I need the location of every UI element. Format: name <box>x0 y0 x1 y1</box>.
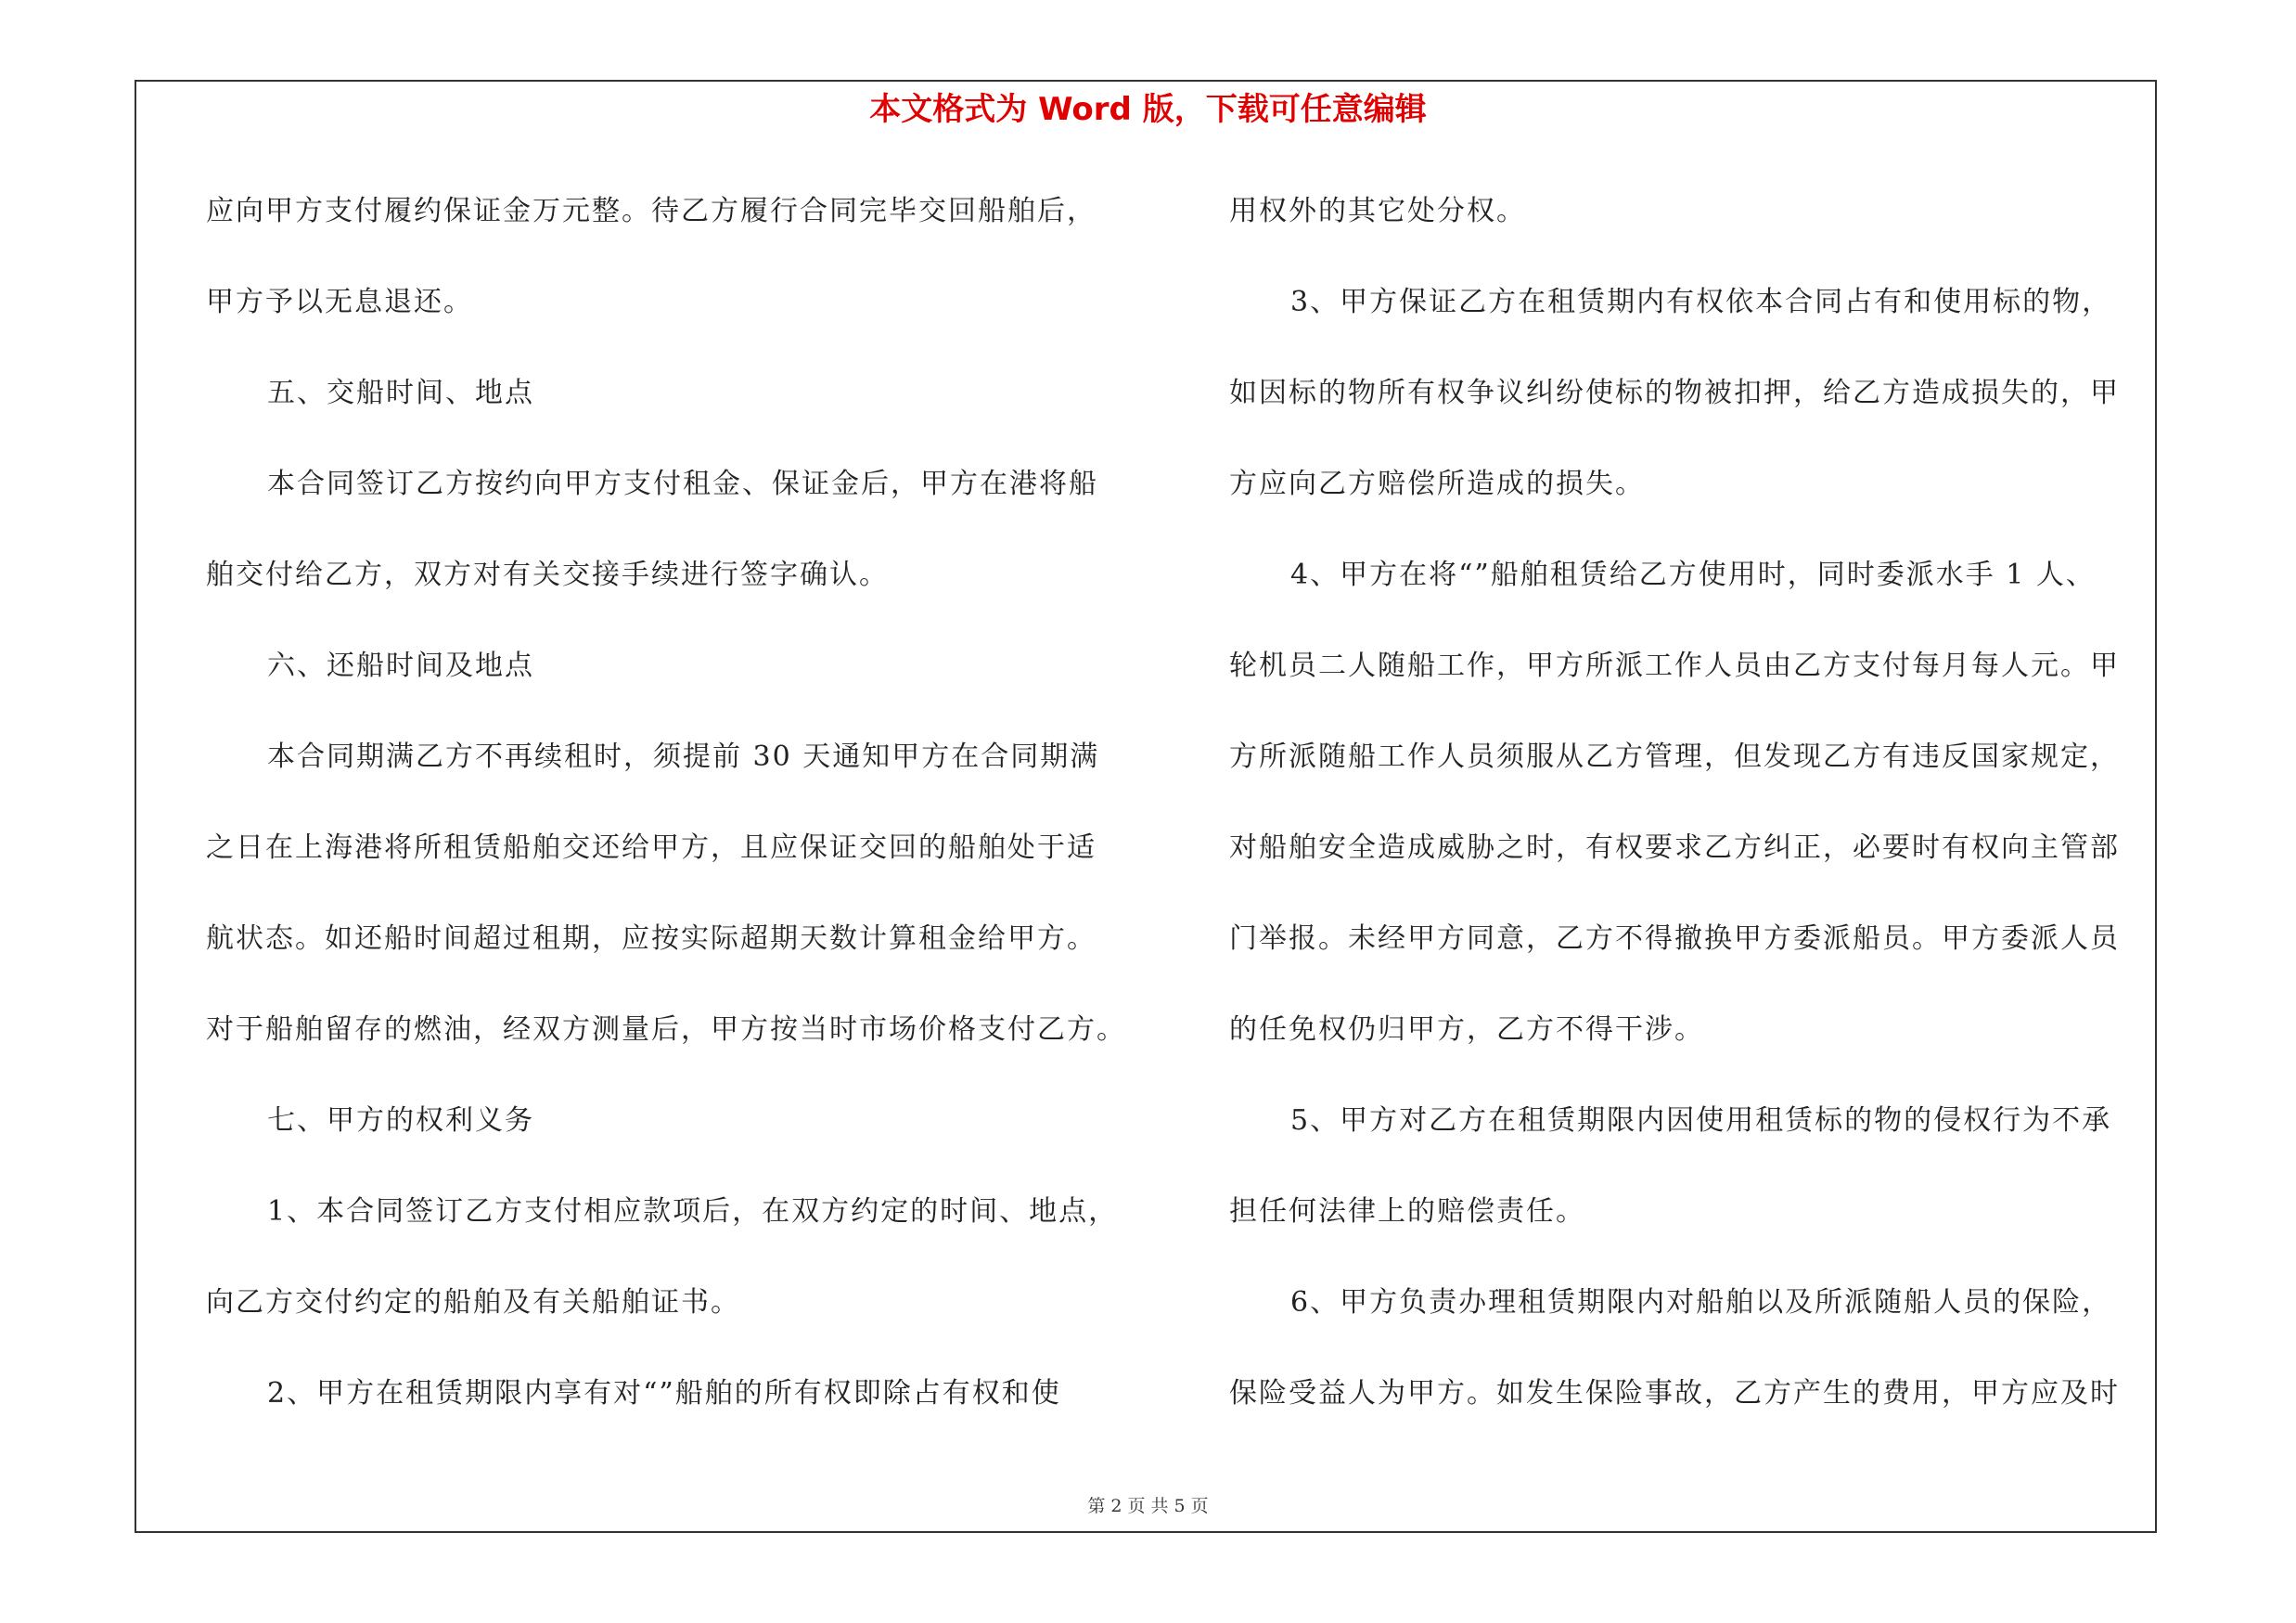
text-line: 七、甲方的权利义务 <box>267 1104 534 1137</box>
text-line: 的任免权仍归甲方，乙方不得干涉。 <box>1229 1013 1704 1046</box>
text-line: 用权外的其它处分权。 <box>1229 195 1526 227</box>
text-line: 5、甲方对乙方在租赁期限内因使用租赁标的物的侵权行为不承 <box>1290 1104 2112 1137</box>
text-line: 1、本合同签订乙方支付相应款项后，在双方约定的时间、地点， <box>267 1195 1119 1228</box>
text-line: 本合同签订乙方按约向甲方支付租金、保证金后，甲方在港将船 <box>267 468 1098 500</box>
page-number-footer: 第 2 页 共 5 页 <box>1087 1496 1209 1516</box>
text-line: 6、甲方负责办理租赁期限内对船舶以及所派随船人员的保险， <box>1290 1286 2112 1319</box>
text-line: 轮机员二人随船工作，甲方所派工作人员由乙方支付每月每人元。甲 <box>1229 650 2120 682</box>
text-line: 应向甲方支付履约保证金万元整。待乙方履行合同完毕交回船舶后， <box>206 195 1097 227</box>
text-line: 方应向乙方赔偿所造成的损失。 <box>1229 468 1645 500</box>
text-line: 舶交付给乙方，双方对有关交接手续进行签字确认。 <box>206 559 889 591</box>
text-line: 之日在上海港将所租赁船舶交还给甲方，且应保证交回的船舶处于适 <box>206 831 1097 864</box>
text-line: 保险受益人为甲方。如发生保险事故，乙方产生的费用，甲方应及时 <box>1229 1377 2120 1410</box>
text-line: 4、甲方在将“”船舶租赁给乙方使用时，同时委派水手 1 人、 <box>1290 559 2096 591</box>
text-line: 方所派随船工作人员须服从乙方管理，但发现乙方有违反国家规定， <box>1229 741 2120 773</box>
text-line: 3、甲方保证乙方在租赁期内有权依本合同占有和使用标的物， <box>1290 286 2112 318</box>
text-line: 门举报。未经甲方同意，乙方不得撤换甲方委派船员。甲方委派人员 <box>1229 922 2120 955</box>
text-line: 航状态。如还船时间超过租期，应按实际超期天数计算租金给甲方。 <box>206 922 1097 955</box>
text-line: 甲方予以无息退还。 <box>206 286 473 318</box>
text-line: 六、还船时间及地点 <box>267 650 534 682</box>
text-line: 向乙方交付约定的船舶及有关船舶证书。 <box>206 1286 740 1319</box>
text-line: 本合同期满乙方不再续租时，须提前 30 天通知甲方在合同期满 <box>267 741 1100 773</box>
text-line: 对于船舶留存的燃油，经双方测量后，甲方按当时市场价格支付乙方。 <box>206 1013 1126 1046</box>
text-line: 担任何法律上的赔偿责任。 <box>1229 1195 1585 1228</box>
text-line: 对船舶安全造成威胁之时，有权要求乙方纠正，必要时有权向主管部 <box>1229 831 2120 864</box>
text-line: 五、交船时间、地点 <box>267 377 534 409</box>
text-line: 如因标的物所有权争议纠纷使标的物被扣押，给乙方造成损失的，甲 <box>1229 377 2120 409</box>
format-banner: 本文格式为 Word 版，下载可任意编辑 <box>869 91 1427 128</box>
right-text-column <box>1229 184 2166 1457</box>
text-line: 2、甲方在租赁期限内享有对“”船舶的所有权即除占有权和使 <box>267 1377 1061 1410</box>
left-text-column <box>206 184 1143 1457</box>
